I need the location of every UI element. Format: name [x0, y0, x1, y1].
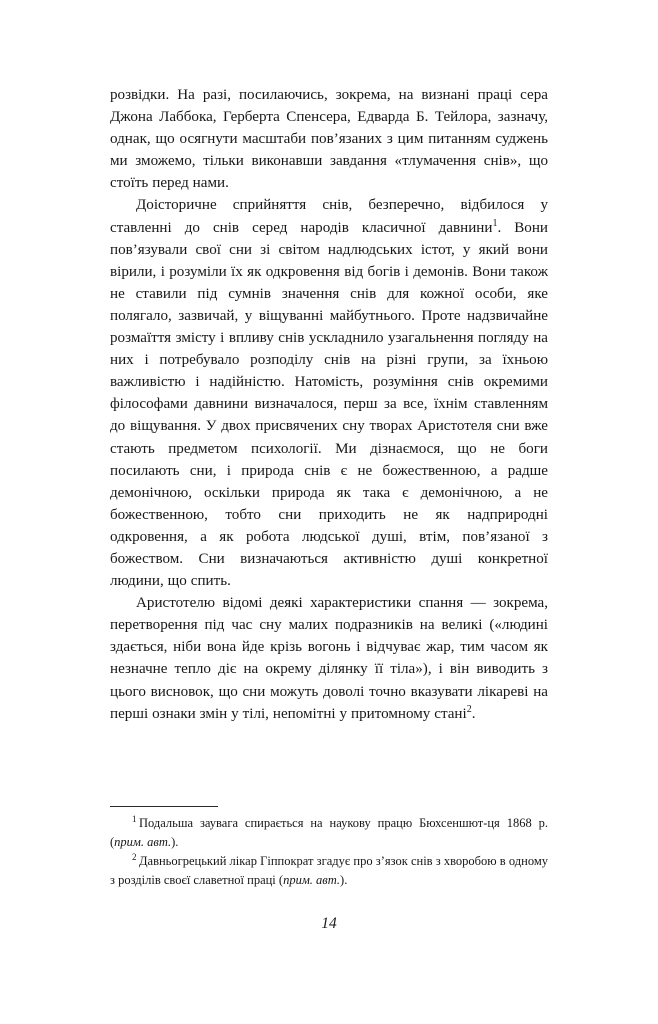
footnote-item — [110, 852, 548, 889]
footnote-tail: ). — [340, 872, 348, 887]
footnote-ref-2[interactable]: 2 — [466, 703, 472, 715]
paragraph-text-after-ref: . Вони пов’язували свої сни зі світом надлюдських істот, у який вони вірили, і розуміли їх як одкровення від богів і демонів. Вони також не ставили під сумнів значення снів для кожної особи, яке полягало, зазвичай, у віщуванні майбутнього. Проте надзвичайне розмаїття змісту і впливу снів ускладнило узагальнення погляду на них і потребувало розподілу снів на різні групи, за їхньою важливістю і надійністю. Натомість, розуміння снів окремими філософами давнини визначалося, перш за все, їхнім ставленням до віщування. У двох присвячених сну творах Аристотеля сни вже стають предметом психології. Ми дізнаємося, що не боги посилають сни, і природа снів є не божественною, а радше демонічною, оскільки природа як така є демонічною, а не божественною, тобто сни приходить не як надприродні одкровення, а як робота людської душі, втім, пов’язаної з божеством. Сни визначаються активністю душі конкретної людини, що спить. — [110, 219, 549, 590]
footnote-number[interactable]: 2 — [132, 852, 137, 863]
paragraph-text-before-ref: Доісторичне сприйняття снів, безперечно, відбилося у ставленні до снів серед народів класичної давнини — [110, 197, 548, 236]
paragraph-text-after-ref: . — [471, 705, 476, 722]
footnote-tail: ). — [171, 834, 179, 849]
footnote-text: Давньогрецький лікар Гіппократ згадує про з’язок снів з хворобою в одному з розділів своєї славетної праці ( — [110, 854, 548, 887]
footnote-text: Подальша заувага спирається на наукову працю Бюхсеншют-ця 1868 р. ( — [110, 816, 548, 849]
paragraph-aristotle-sleep — [110, 592, 548, 725]
footnote-attribution: прим. авт. — [283, 872, 341, 887]
footnote-ref-1[interactable]: 1 — [492, 217, 498, 229]
footnotes-section — [110, 806, 548, 890]
footnote-number[interactable]: 1 — [132, 813, 137, 824]
page-number: 14 — [321, 915, 337, 932]
paragraph-prehistoric-dreams — [110, 194, 548, 592]
footnote-item — [110, 814, 548, 851]
body-text-block — [110, 84, 548, 725]
paragraph-text-before-ref: Аристотелю відомі деякі характеристики спання — зокрема, перетворення під час сну малих подразників на великі («людині здається, ніби вона йде крізь вогонь і відчуває жар, тим часом як незначне тепло діє на окрему ділянку її тіла»), і він виводить з цього висновок, що сни можуть доволі точно вказувати лікареві на перші ознаки змін у тілі, непомітні у притомному стані — [110, 595, 548, 722]
paragraph-continuation: розвідки. На разі, посилаючись, зокрема, на визнані праці сера Джона Лаббока, Герберта Спенсера, Едварда Б. Тейлора, зазначу, однак, що осягнути масштаби пов’язаних з цим питанням суджень ми зможемо, тільки виконавши завдання «тлумачення снів», що стоїть перед нами. — [110, 87, 548, 192]
footnote-attribution: прим. авт. — [114, 834, 172, 849]
footnote-separator-rule — [110, 806, 218, 807]
